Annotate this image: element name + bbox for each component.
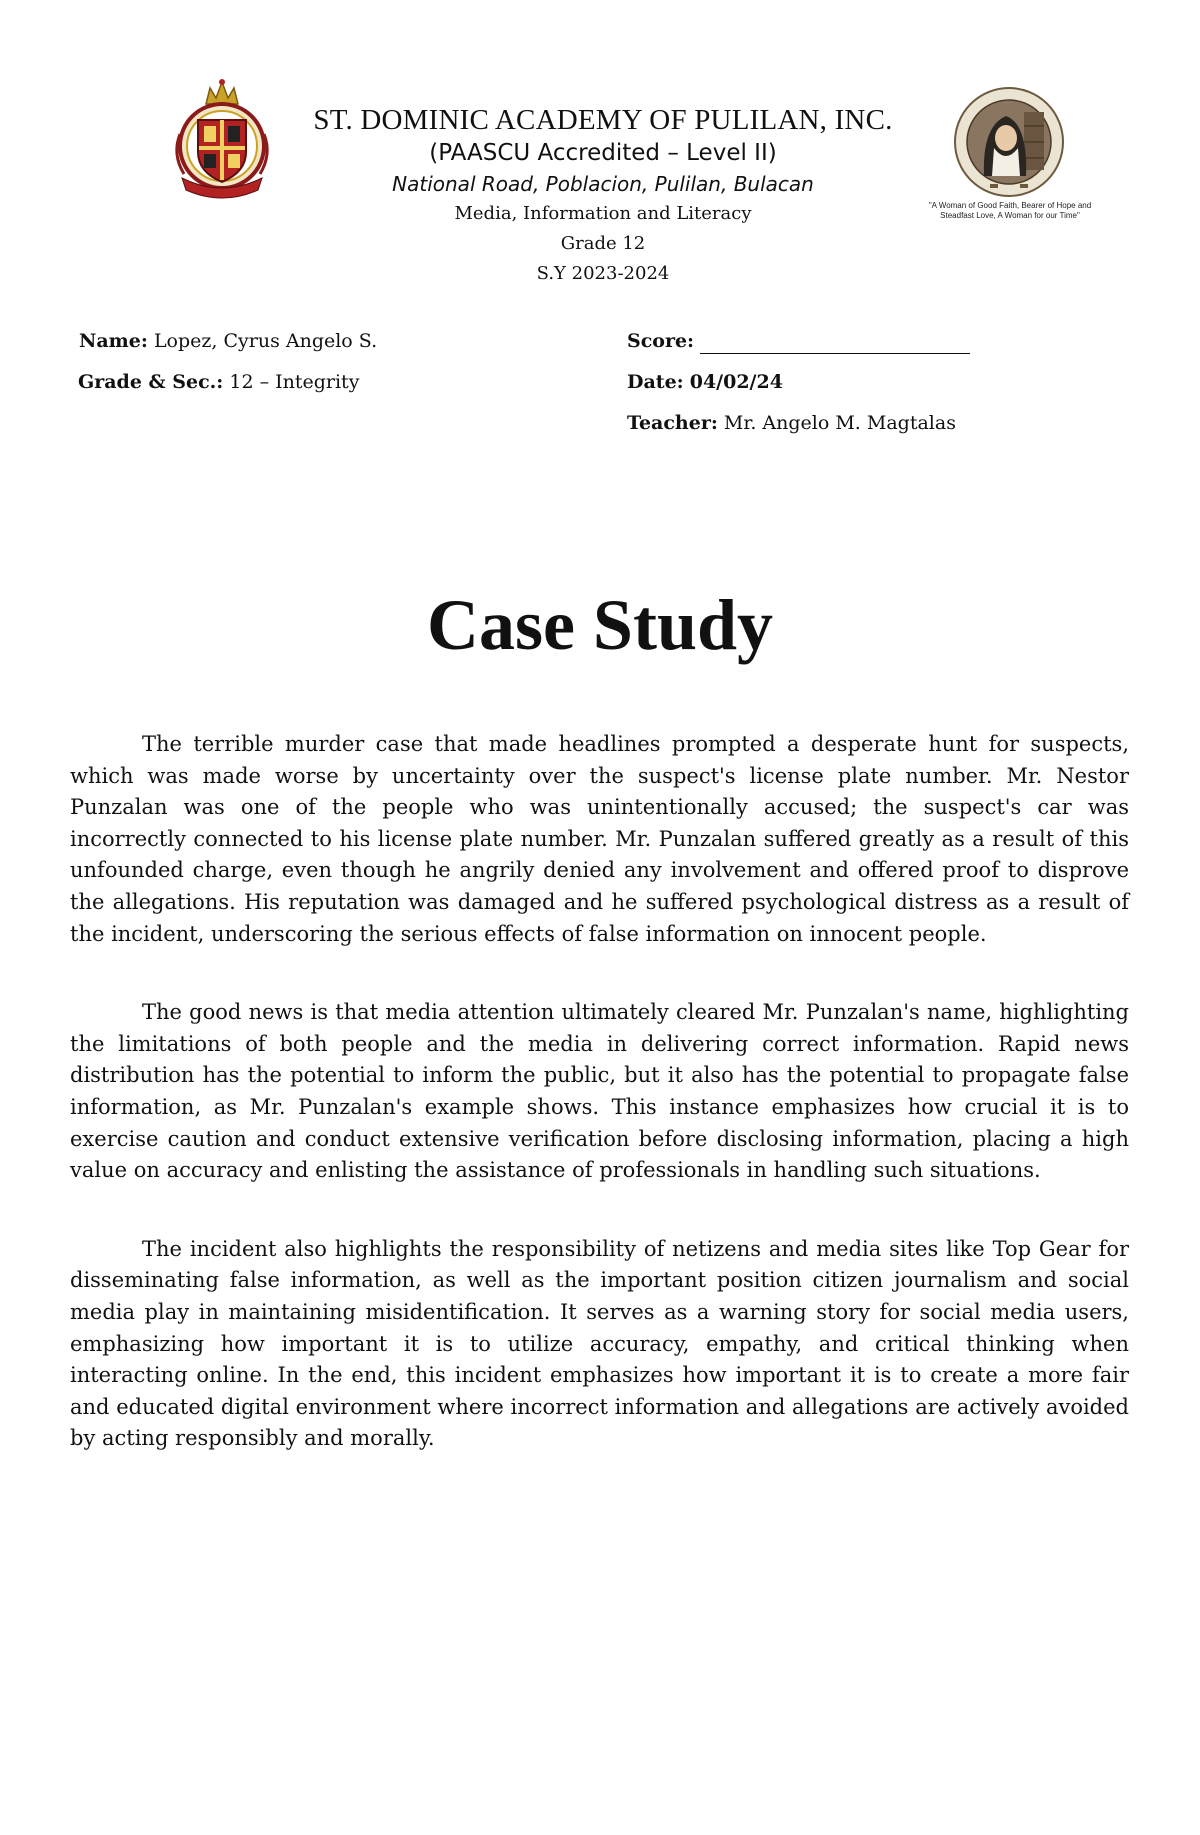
- date-value: 04/02/24: [689, 371, 783, 393]
- score-blank: [700, 333, 970, 354]
- paragraph: The terrible murder case that made headlines prompted a desperate hunt for suspects, which was made worse by uncertainty over the suspect's license plate number. Mr. Nestor Punzalan was one of the people who was unintentionally accused; the suspect's car was incorrectly connected to his license plate number. Mr. Punzalan suffered greatly as a result of this unfounded charge, even though he angrily denied any involvement and offered proof to disprove the allegations. His reputation was damaged and he suffered psychological distress as a result of the incident, underscoring the serious effects of false information on innocent people.: [70, 732, 1129, 946]
- grade-section-line: [78, 369, 359, 395]
- teacher-value: Mr. Angelo M. Magtalas: [723, 412, 956, 434]
- paragraph: The good news is that media attention ultimately cleared Mr. Punzalan's name, highlighting the limitations of both people and the media in delivering correct information. Rapid news distribution has the potential to inform the public, but it also has the potential to propagate false information, as Mr. Punzalan's example shows. This instance emphasizes how crucial it is to exercise caution and conduct extensive verification before disclosing information, placing a high value on accuracy and enlisting the assistance of professionals in handling such situations.: [70, 1000, 1129, 1183]
- school-name: ST. DOMINIC ACADEMY OF PULILAN, INC.: [313, 104, 893, 136]
- grade-section-value: 12 – Integrity: [229, 371, 360, 393]
- founder-portrait-logo: [950, 86, 1068, 198]
- paragraph: The incident also highlights the responsibility of netizens and media sites like Top Gear for disseminating false information, as well as the important position citizen journalism and social media play in maintaining misidentification. It serves as a warning story for social media users, emphasizing how important it is to utilize accuracy, empathy, and critical thinking when interacting online. In the end, this incident emphasizes how important it is to create a more fair and educated digital environment where incorrect information and allegations are actively avoided by acting responsibly and morally.: [70, 1236, 1129, 1451]
- portrait-logo-motto: "A Woman of Good Faith, Bearer of Hope and Steadfast Love, A Woman for our Time": [928, 201, 1092, 220]
- date-label: Date:: [627, 371, 684, 393]
- grade-section-label: Grade & Sec.:: [78, 371, 224, 393]
- date-line: [627, 369, 783, 395]
- accreditation: (PAASCU Accredited – Level II): [429, 140, 777, 166]
- score-line: [627, 328, 970, 354]
- teacher-label: Teacher:: [627, 412, 718, 434]
- teacher-line: [627, 410, 956, 436]
- school-header: [200, 102, 1006, 289]
- school-year: S.Y 2023-2024: [536, 263, 670, 284]
- subject-name: Media, Information and Literacy: [454, 203, 752, 224]
- name-value: Lopez, Cyrus Angelo S.: [153, 330, 378, 352]
- document-title: Case Study: [426, 585, 774, 665]
- name-label: Name:: [79, 330, 148, 352]
- school-address: National Road, Poblacion, Pulilan, Bulacan: [392, 172, 814, 196]
- score-label: Score:: [627, 330, 695, 352]
- student-name-line: [79, 328, 377, 354]
- grade-level: Grade 12: [560, 233, 646, 254]
- case-study-body: [70, 729, 1129, 1502]
